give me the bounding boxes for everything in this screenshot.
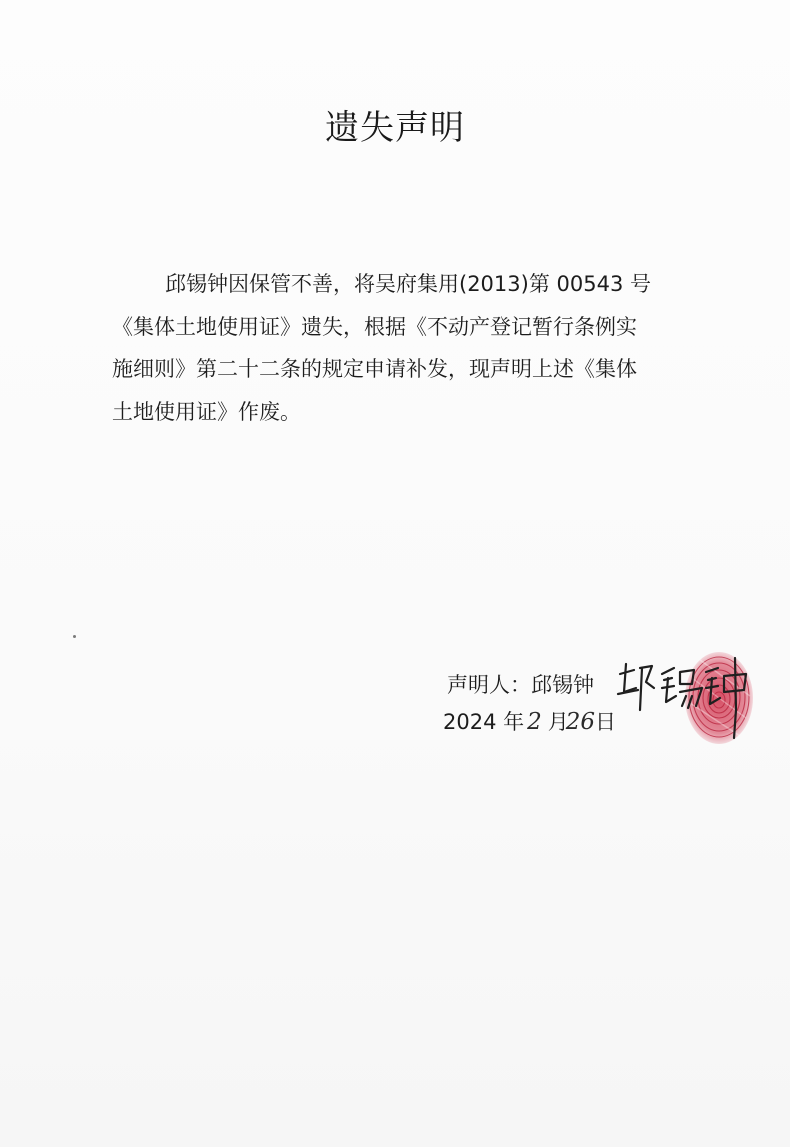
- statement-line-3: 施细则》第二十二条的规定申请补发，现声明上述《集体: [112, 357, 637, 381]
- statement-line-2: 《集体土地使用证》遗失，根据《不动产登记暂行条例实: [112, 314, 637, 339]
- declarant-name: 邱锡钟: [531, 673, 594, 697]
- statement-line-1: 邱锡钟因保管不善，将吴府集用(2013)第 00543 号: [165, 272, 651, 296]
- date-year: 2024 年: [443, 710, 525, 734]
- declarant-line: [447, 670, 594, 700]
- date-day-handwritten: 26: [565, 709, 596, 735]
- date-month-handwritten: 2: [527, 709, 542, 735]
- statement-body: [112, 263, 682, 433]
- document-title: 遗失声明: [325, 108, 465, 148]
- date-line: [443, 706, 616, 738]
- page-speck: [73, 635, 76, 638]
- handwritten-signature: [612, 650, 762, 745]
- date-month-suffix: 月: [547, 710, 569, 734]
- declarant-label: 声明人：: [447, 673, 531, 697]
- statement-line-4: 土地使用证》作废。: [112, 399, 301, 424]
- date-day-suffix: 日: [595, 710, 617, 734]
